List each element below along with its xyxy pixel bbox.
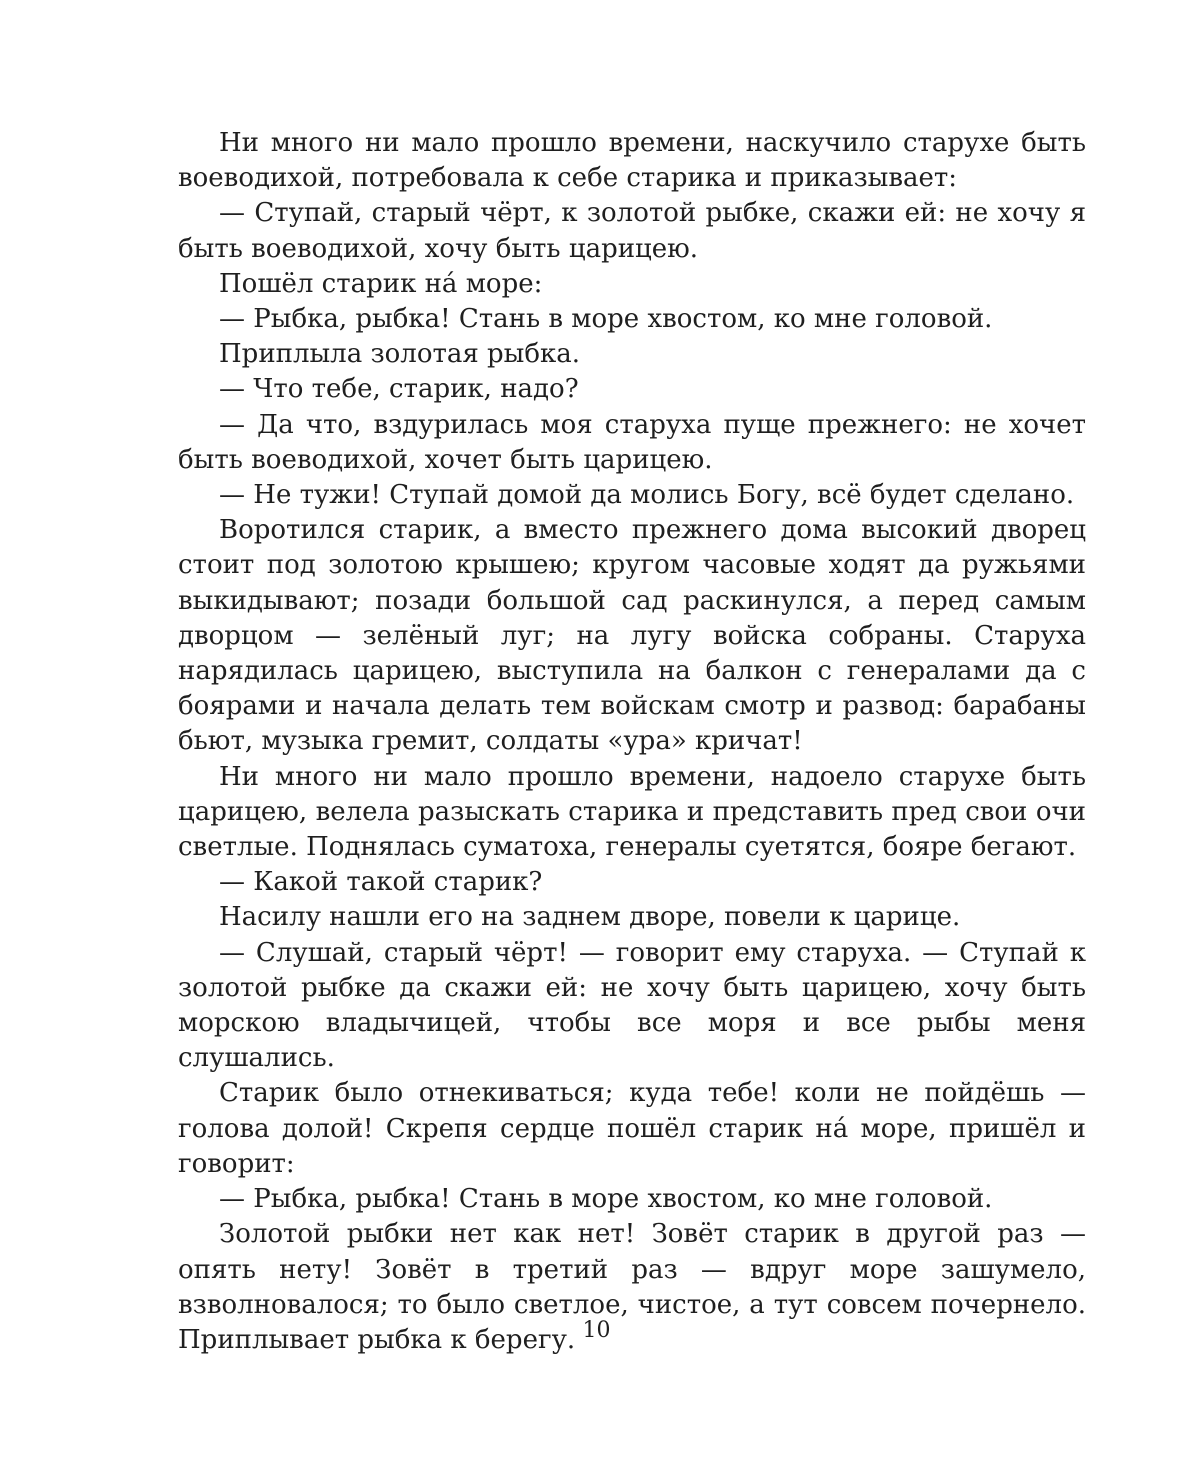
paragraph: — Не тужи! Ступай домой да молись Богу, всё будет сделано. [219, 480, 1075, 511]
paragraph: — Какой такой старик? [219, 867, 543, 898]
paragraph: — Ступай, старый чёрт, к золотой рыбке, скажи ей: не хочу я быть воеводихой, хочу быть царицею. [178, 198, 1086, 264]
paragraph: Приплыла золотая рыбка. [219, 339, 581, 370]
page-number: 10 [582, 1318, 611, 1343]
page-text [178, 126, 1086, 1358]
paragraph: Золотой рыбки нет как нет! Зовёт старик в другой раз — опять нету! Зовёт в третий раз — вдруг море зашумело, взволновалося; то было светлое, чистое, а тут совсем почернело. Приплывает рыбка к берегу. [178, 1219, 1086, 1355]
paragraph: Насилу нашли его на заднем дворе, повели к царице. [219, 902, 961, 933]
paragraph: — Что тебе, старик, надо? [219, 374, 579, 405]
paragraph: — Рыбка, рыбка! Стань в море хвостом, ко мне головой. [219, 304, 993, 335]
paragraph: Старик было отнекиваться; куда тебе! коли не пойдёшь — голова долой! Скрепя сердце пошёл старик на́ море, пришёл и говорит: [178, 1078, 1086, 1179]
paragraph: — Слушай, старый чёрт! — говорит ему старуха. — Ступай к золотой рыбке да скажи ей: не хочу быть царицею, хочу быть морскою владычицей, чтобы все моря и все рыбы меня слушались. [178, 937, 1086, 1074]
paragraph: Пошёл старик на́ море: [219, 268, 543, 299]
paragraph: — Да что, вздурилась моя старуха пуще прежнего: не хочет быть воеводихой, хочет быть царицею. [178, 409, 1086, 475]
paragraph: Воротился старик, а вместо прежнего дома высокий дворец стоит под золотою крышею; кругом часовые ходят да ружьями выкидывают; позади большой сад раскинулся, а перед самым дворцом — зелёный луг; на лугу войска собраны. Старуха нарядилась царицею, выступила на балкон с генералами да с боярами и начала делать тем войскам смотр и развод: барабаны бьют, музыка гремит, солдаты «ура» кричат! [178, 515, 1086, 757]
paragraph: — Рыбка, рыбка! Стань в море хвостом, ко мне головой. [219, 1184, 993, 1215]
paragraph: Ни много ни мало прошло времени, наскучило старухе быть воеводихой, потребовала к себе старика и приказывает: [178, 128, 1086, 194]
paragraph: Ни много ни мало прошло времени, надоело старухе быть царицею, велела разыскать старика и представить пред свои очи светлые. Поднялась суматоха, генералы суетятся, бояре бегают. [178, 761, 1086, 863]
